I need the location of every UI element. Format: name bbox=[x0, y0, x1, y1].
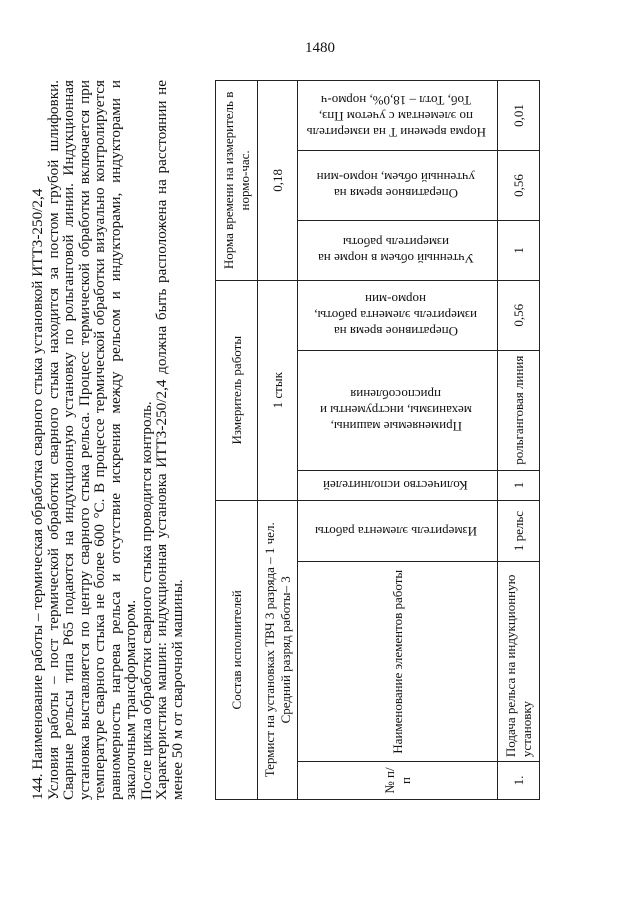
header-workers bbox=[298, 470, 498, 500]
row-machines: рольганговая линия bbox=[498, 350, 540, 470]
value-crew: Термист на установках ТВЧ 3 разряда – 1 чел. Средний разряд работы– 3 bbox=[258, 500, 298, 799]
header-norm-elem-text: Норма времени Т на измеритель по элементам с учетом Ппз, Тоб, Тотл – 18,0%, нормо-ч bbox=[305, 92, 486, 140]
row-norm-elem: 0,01 bbox=[498, 81, 540, 151]
table-header-row-1 bbox=[216, 81, 258, 800]
text-block bbox=[30, 80, 185, 800]
paragraph-machines: Характеристика машин: индукционная установка ИТТЗ-250/2,4 должна быть расположена на расстоянии не менее 50 м от сварочной машины. bbox=[153, 80, 186, 800]
header-machines-text: Применяемые машины, механизмы, инструменты и приспособления bbox=[319, 387, 472, 435]
header-op-time-vol bbox=[298, 151, 498, 221]
row-num: 1. bbox=[498, 762, 540, 800]
header-num: № п/п bbox=[298, 762, 498, 800]
header-norm-elem bbox=[298, 81, 498, 151]
rotated-page-content bbox=[30, 80, 610, 800]
value-meter: 1 стык bbox=[258, 280, 298, 500]
norms-table bbox=[215, 80, 540, 800]
page-number: 1480 bbox=[305, 40, 335, 56]
header-op-time bbox=[298, 280, 498, 350]
header-volume-text: Учтенный объем в норме на измеритель работы bbox=[317, 235, 474, 267]
row-op-time: 0,56 bbox=[498, 280, 540, 350]
table-row bbox=[498, 81, 540, 800]
paragraph-conditions: Условия работы – пост термической обработки сварного стыка находится за постом грубой шлифовки. Сварные рельсы типа Р65 подаются на индукционную установку по рольганговой линии. Индукционная установка выставляется по центру сварного стыка рельса. Процесс термической обработки включается при температуре сварного стыка не более 600 °С. В процессе термической обработки визуально контролируется равномерность нагрева рельса и отсутствие искрения между рельсом и индукторами, индукторами и закалочным трансформатором. bbox=[44, 80, 139, 800]
header-norm: Норма времени на измеритель в нормо-час. bbox=[216, 81, 258, 281]
header-volume bbox=[298, 220, 498, 280]
value-norm: 0,18 bbox=[258, 81, 298, 281]
header-element-meter-text: Измеритель элемента работы bbox=[314, 524, 477, 540]
row-name: Подача рельса на индукционную установку bbox=[498, 562, 540, 762]
header-op-time-vol-text: Оперативное время на учтенный объем, нормо-мин bbox=[316, 170, 475, 202]
header-element-meter bbox=[298, 500, 498, 562]
header-meter: Измеритель работы bbox=[216, 280, 258, 500]
row-volume: 1 bbox=[498, 220, 540, 280]
row-element-meter: 1 рельс bbox=[498, 500, 540, 562]
header-crew: Состав исполнителей bbox=[216, 500, 258, 799]
table-header-row-2 bbox=[298, 81, 498, 800]
paragraph-control: После цикла обработки сварного стыка проводится контроль. bbox=[137, 401, 155, 800]
row-workers: 1 bbox=[498, 470, 540, 500]
section-heading: 144. Наименование работы – термическая обработка сварного стыка установкой ИТТЗ-250/2,4 bbox=[29, 188, 46, 800]
table-values-row-1 bbox=[258, 81, 298, 800]
header-workers-text: Количество исполнителей bbox=[323, 478, 468, 494]
row-op-time-vol: 0,56 bbox=[498, 151, 540, 221]
header-op-time-text: Оперативное время на измеритель элемента работы, нормо-мин bbox=[314, 292, 477, 340]
header-machines bbox=[298, 350, 498, 470]
header-name: Наименование элементов работы bbox=[298, 562, 498, 762]
